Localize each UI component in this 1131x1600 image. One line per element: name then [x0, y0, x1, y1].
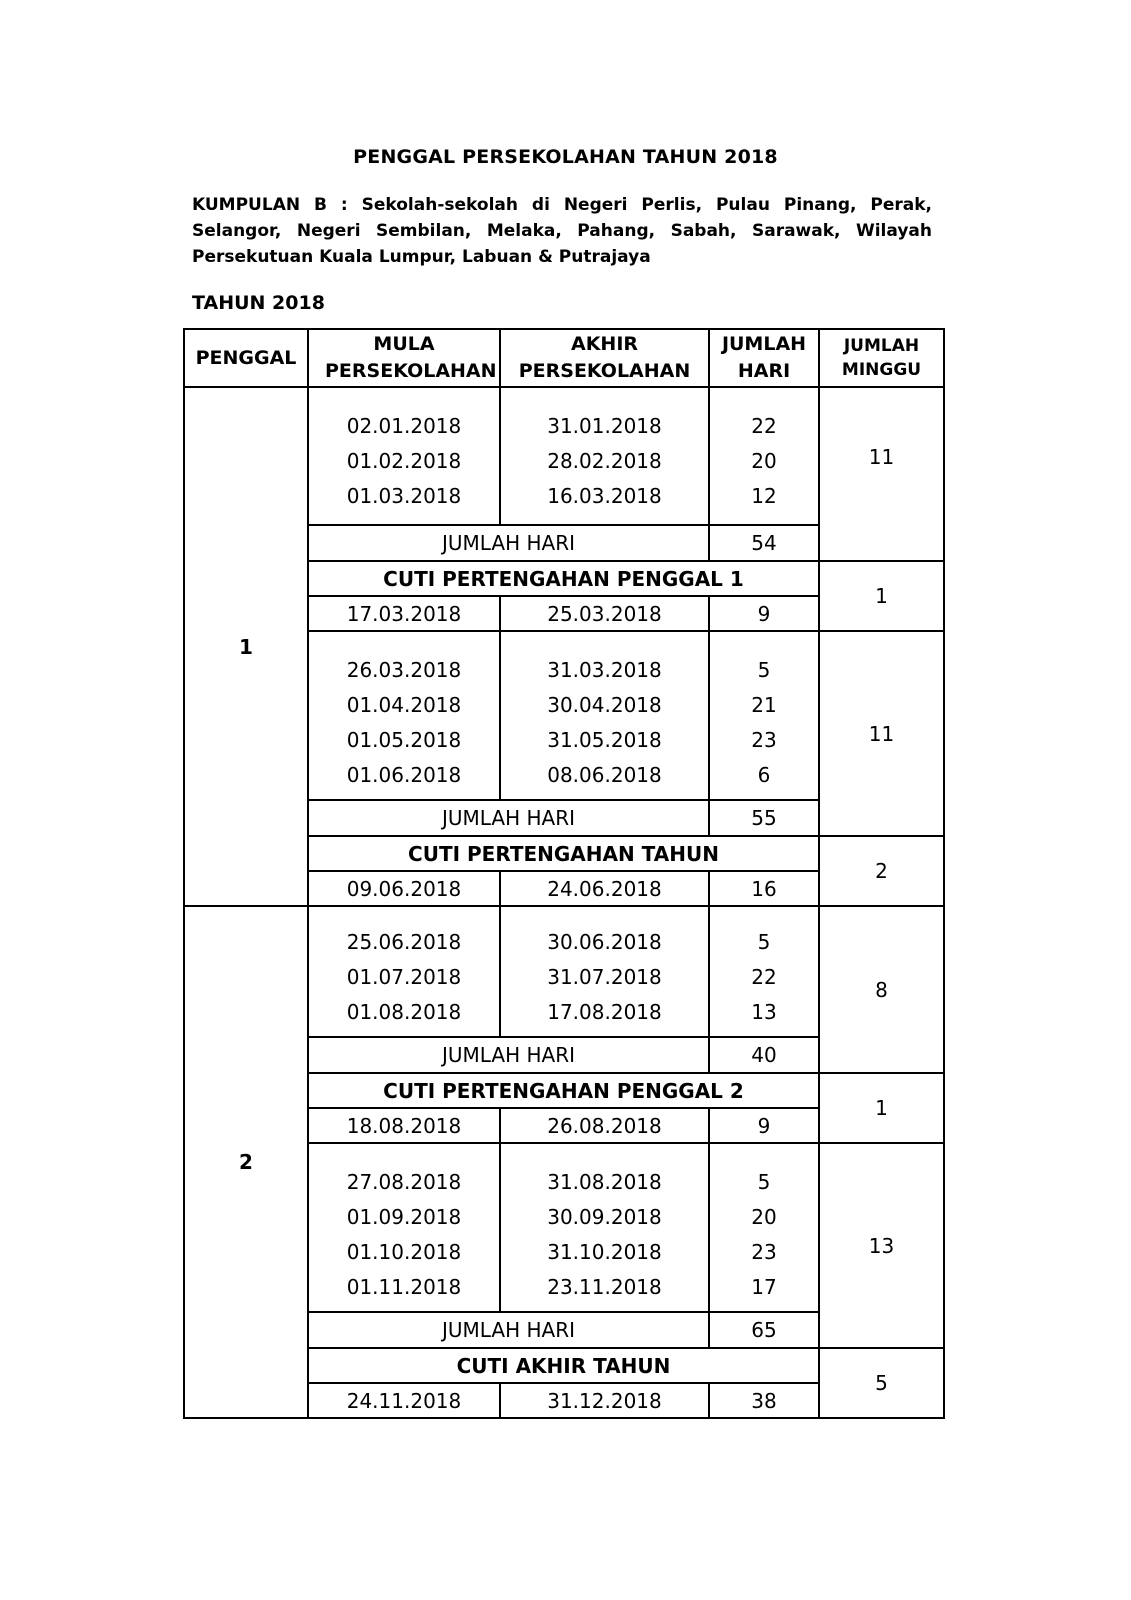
total-days-cell: 54: [709, 525, 819, 561]
total-label-cell: JUMLAH HARI: [308, 1037, 709, 1073]
header-jumlah-hari-label: JUMLAH HARI: [721, 333, 807, 382]
total-label-cell: JUMLAH HARI: [308, 800, 709, 836]
days-cell: [709, 631, 819, 800]
penggal-cell: 2: [184, 906, 308, 1418]
penggal-cell: 1: [184, 387, 308, 906]
year-heading: TAHUN 2018: [192, 292, 325, 314]
holiday-title-cell: CUTI AKHIR TAHUN: [308, 1348, 819, 1383]
total-days-cell: 40: [709, 1037, 819, 1073]
table-row: [184, 906, 944, 1037]
days-list: 5 22 13: [751, 930, 777, 1024]
weeks-cell: 11: [819, 387, 944, 561]
total-label-cell: JUMLAH HARI: [308, 525, 709, 561]
date-list: 31.08.2018 30.09.2018 31.10.2018 23.11.2018: [547, 1169, 662, 1299]
end-dates-cell: [500, 387, 709, 525]
end-date-cell: 26.08.2018: [500, 1108, 709, 1143]
weeks-cell: 1: [819, 561, 944, 631]
group-description: KUMPULAN B : Sekolah-sekolah di Negeri Perlis, Pulau Pinang, Perak, Selangor, Negeri Sembilan, Melaka, Pahang, Sabah, Sarawak, Wilayah Persekutuan Kuala Lumpur, Labuan & Putrajaya: [192, 195, 932, 267]
table-header-row: [184, 329, 944, 387]
start-date-cell: 18.08.2018: [308, 1108, 500, 1143]
days-cell: 9: [709, 596, 819, 631]
page-title: PENGGAL PERSEKOLAHAN TAHUN 2018: [353, 146, 778, 168]
start-dates-cell: [308, 1143, 500, 1312]
end-dates-cell: [500, 906, 709, 1037]
date-list: 30.06.2018 31.07.2018 17.08.2018: [547, 930, 662, 1024]
days-cell: [709, 387, 819, 525]
days-list: 5 20 23 17: [751, 1169, 777, 1299]
header-jumlah-minggu-label: JUMLAH MINGGU: [841, 336, 922, 380]
start-dates-cell: [308, 387, 500, 525]
table-row: [184, 387, 944, 525]
holiday-title-cell: CUTI PERTENGAHAN PENGGAL 2: [308, 1073, 819, 1108]
weeks-cell: 13: [819, 1143, 944, 1348]
school-term-table: [183, 328, 945, 1419]
date-list: 02.01.2018 01.02.2018 01.03.2018: [346, 413, 462, 508]
end-date-cell: 24.06.2018: [500, 871, 709, 906]
days-list: 5 21 23 6: [751, 657, 777, 787]
header-penggal: PENGGAL: [184, 329, 308, 387]
header-mula-label: MULA PERSEKOLAHAN: [325, 333, 497, 382]
date-list: 31.03.2018 30.04.2018 31.05.2018 08.06.2018: [547, 657, 662, 787]
start-date-cell: 24.11.2018: [308, 1383, 500, 1418]
end-date-cell: 31.12.2018: [500, 1383, 709, 1418]
weeks-cell: 8: [819, 906, 944, 1073]
date-list: 31.01.2018 28.02.2018 16.03.2018: [547, 413, 662, 508]
days-cell: 38: [709, 1383, 819, 1418]
date-list: 27.08.2018 01.09.2018 01.10.2018 01.11.2018: [346, 1169, 462, 1299]
header-jumlah-minggu: [819, 329, 944, 387]
weeks-cell: 5: [819, 1348, 944, 1418]
header-jumlah-hari: [709, 329, 819, 387]
header-akhir: [500, 329, 709, 387]
days-list: 22 20 12: [751, 413, 777, 508]
end-dates-cell: [500, 1143, 709, 1312]
header-akhir-label: AKHIR PERSEKOLAHAN: [518, 333, 691, 382]
days-cell: [709, 1143, 819, 1312]
holiday-title-cell: CUTI PERTENGAHAN PENGGAL 1: [308, 561, 819, 596]
date-list: 26.03.2018 01.04.2018 01.05.2018 01.06.2018: [346, 657, 462, 787]
total-label-cell: JUMLAH HARI: [308, 1312, 709, 1348]
end-date-cell: 25.03.2018: [500, 596, 709, 631]
start-dates-cell: [308, 906, 500, 1037]
days-cell: [709, 906, 819, 1037]
days-cell: 16: [709, 871, 819, 906]
end-dates-cell: [500, 631, 709, 800]
start-dates-cell: [308, 631, 500, 800]
start-date-cell: 09.06.2018: [308, 871, 500, 906]
date-list: 25.06.2018 01.07.2018 01.08.2018: [346, 930, 462, 1024]
total-days-cell: 65: [709, 1312, 819, 1348]
header-mula: [308, 329, 500, 387]
days-cell: 9: [709, 1108, 819, 1143]
weeks-cell: 2: [819, 836, 944, 906]
holiday-title-cell: CUTI PERTENGAHAN TAHUN: [308, 836, 819, 871]
weeks-cell: 1: [819, 1073, 944, 1143]
total-days-cell: 55: [709, 800, 819, 836]
start-date-cell: 17.03.2018: [308, 596, 500, 631]
weeks-cell: 11: [819, 631, 944, 836]
